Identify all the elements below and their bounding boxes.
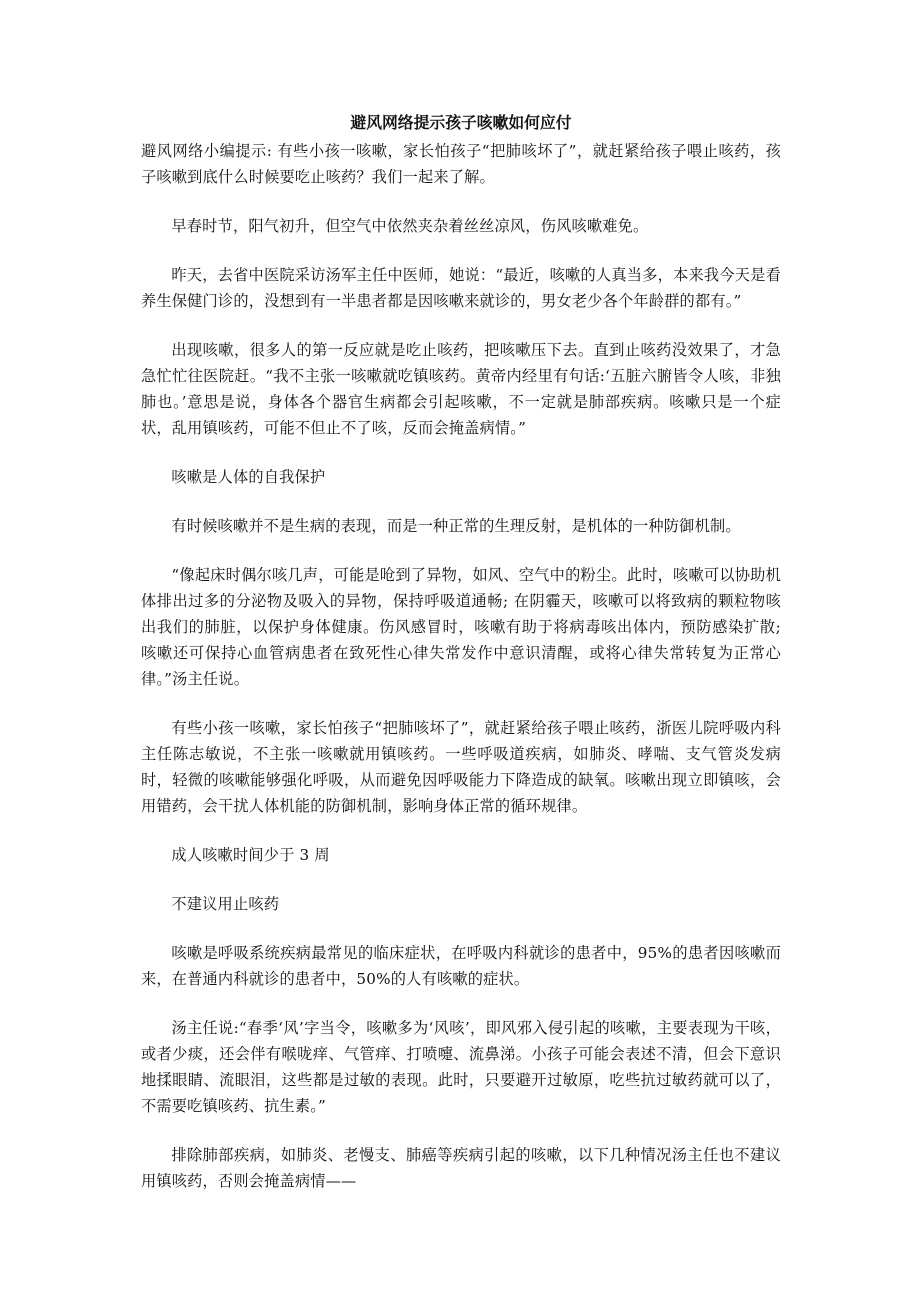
paragraph: 咳嗽是呼吸系统疾病最常见的临床症状，在呼吸内科就诊的患者中，95%的患者因咳嗽而来，在普通内科就诊的患者中，50%的人有咳嗽的症状。 (141, 944, 781, 988)
section-heading: 成人咳嗽时间少于 3 周 (171, 846, 330, 864)
paragraph: 出现咳嗽，很多人的第一反应就是吃止咳药，把咳嗽压下去。直到止咳药没效果了，才急急忙忙往医院赶。“我不主张一咳嗽就吃镇咳药。黄帝内经里有句话:‘五脏六腑皆令人咳，非独肺也。’意思是说，身体各个器官生病都会引起咳嗽，不一定就是肺部疾病。咳嗽只是一个症状，乱用镇咳药，可能不但止不了咳，反而会掩盖病情。” (141, 341, 781, 437)
section-heading: 咳嗽是人体的自我保护 (171, 468, 326, 486)
section-heading: 不建议用止咳药 (171, 895, 280, 913)
paragraph: 有时候咳嗽并不是生病的表现，而是一种正常的生理反射，是机体的一种防御机制。 (171, 517, 741, 535)
article-title: 避风网络提示孩子咳嗽如何应付 (350, 113, 572, 132)
paragraph: 有些小孩一咳嗽，家长怕孩子“把肺咳坏了”，就赶紧给孩子喂止咳药，浙医儿院呼吸内科主任陈志敏说，不主张一咳嗽就用镇咳药。一些呼吸道疾病，如肺炎、哮喘、支气管炎发病时，轻微的咳嗽能够强化呼吸，从而避免因呼吸能力下降造成的缺氧。咳嗽出现立即镇咳，会用错药，会干扰人体机能的防御机制，影响身体正常的循环规律。 (141, 719, 781, 815)
paragraph: 排除肺部疾病，如肺炎、老慢支、肺癌等疾病引起的咳嗽，以下几种情况汤主任也不建议用镇咳药，否则会掩盖病情—— (141, 1146, 781, 1190)
intro-paragraph: 避风网络小编提示: 有些小孩一咳嗽，家长怕孩子“把肺咳坏了”，就赶紧给孩子喂止咳药，孩子咳嗽到底什么时候要吃止咳药？我们一起来了解。 (141, 142, 781, 186)
paragraph: “像起床时偶尔咳几声，可能是呛到了异物，如风、空气中的粉尘。此时，咳嗽可以协助机体排出过多的分泌物及吸入的异物，保持呼吸道通畅; 在阴霾天，咳嗽可以将致病的颗粒物咳出我们的肺脏，以保护身体健康。伤风感冒时，咳嗽有助于将病毒咳出体内，预防感染扩散; 咳嗽还可保持心血管病患者在致死性心律失常发作中意识清醒，或将心律失常转复为正常心律。”汤主任说。 (141, 566, 781, 688)
article-body (141, 108, 781, 1217)
paragraph: 汤主任说:“春季‘风’字当令，咳嗽多为‘风咳’，即风邪入侵引起的咳嗽，主要表现为干咳，或者少痰，还会伴有喉咙痒、气管痒、打喷嚏、流鼻涕。小孩子可能会表述不清，但会下意识地揉眼睛、流眼泪，这些都是过敏的表现。此时，只要避开过敏原，吃些抗过敏药就可以了，不需要吃镇咳药、抗生素。” (141, 1019, 781, 1115)
paragraph: 早春时节，阳气初升，但空气中依然夹杂着丝丝凉风，伤风咳嗽难免。 (171, 217, 649, 235)
paragraph: 昨天，去省中医院采访汤军主任中医师，她说：“最近，咳嗽的人真当多，本来我今天是看养生保健门诊的，没想到有一半患者都是因咳嗽来就诊的，男女老少各个年龄群的都有。” (141, 266, 781, 310)
